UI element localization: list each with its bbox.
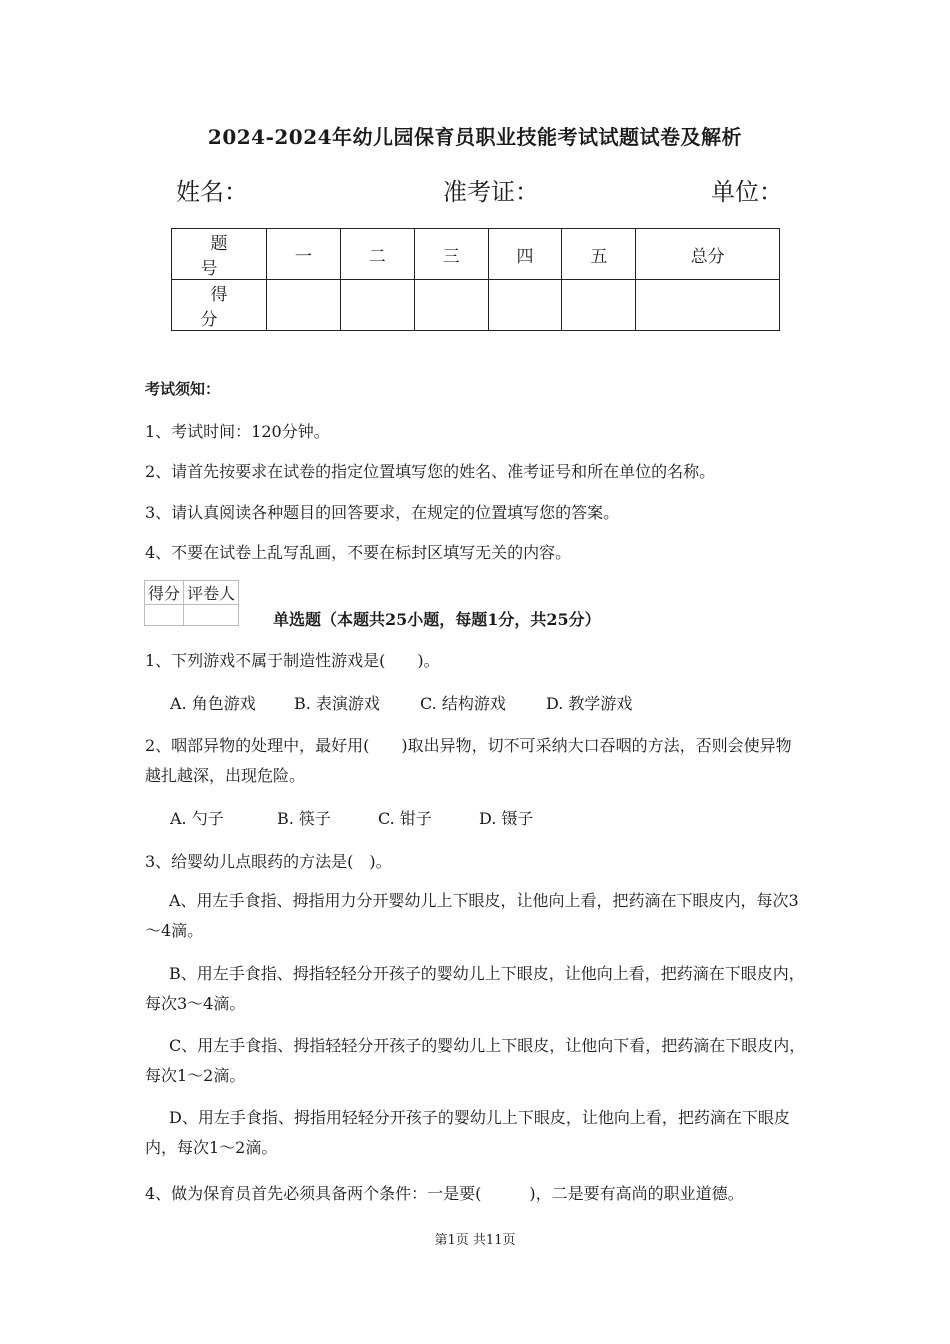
unit-label: 单位： [711, 178, 783, 206]
notice-item: 2、请首先按要求在试卷的指定位置填写您的姓名、准考证号和所在单位的名称。 [145, 462, 716, 481]
score-table-header-cell: 五 [562, 229, 636, 280]
score-table-header-cell: 总分 [636, 229, 780, 280]
section-title: 单选题（本题共25小题，每题1分，共25分） [273, 610, 601, 629]
question-4-stem: 4、做为保育员首先必须具备两个条件：一是要( )，二是要有高尚的职业道德。 [145, 1184, 744, 1203]
exam-id-label: 准考证： [443, 178, 539, 206]
score-cell[interactable] [636, 280, 780, 331]
question-3-stem: 3、给婴幼儿点眼药的方法是( )。 [145, 852, 392, 871]
name-label: 姓名： [176, 178, 248, 206]
question-3-option-d[interactable]: D、用左手食指、拇指用轻轻分开孩子的婴幼儿上下眼皮，让他向上看，把药滴在下眼皮内，每次1～2滴。 [145, 1108, 790, 1157]
score-row-label: 得 分 [172, 280, 267, 331]
page-footer: 第1页 共11页 [434, 1233, 516, 1248]
grader-score-label: 得分 [145, 581, 184, 605]
question-1-stem: 1、下列游戏不属于制造性游戏是( )。 [145, 651, 440, 670]
question-1-option-b[interactable]: B. 表演游戏 [294, 694, 380, 713]
notice-item: 4、不要在试卷上乱写乱画，不要在标封区填写无关的内容。 [145, 543, 572, 562]
grader-name-cell[interactable] [184, 605, 239, 626]
score-table-header-row [172, 229, 780, 280]
score-table [171, 228, 780, 331]
question-1-option-d[interactable]: D. 教学游戏 [546, 694, 633, 713]
question-2-option-d[interactable]: D. 镊子 [479, 809, 534, 828]
notice-heading: 考试须知： [145, 380, 221, 398]
question-3-option-a[interactable]: A、用左手食指、拇指用力分开婴幼儿上下眼皮，让他向上看，把药滴在下眼皮内，每次3～4滴。 [145, 891, 799, 940]
question-2-stem: 2、咽部异物的处理中，最好用( )取出异物，切不可采纳大口吞咽的方法，否则会使异物越扎越深，出现危险。 [145, 736, 792, 785]
question-1-option-c[interactable]: C. 结构游戏 [420, 694, 506, 713]
page-title: 2024-2024年幼儿园保育员职业技能考试试题试卷及解析 [207, 125, 743, 149]
score-cell[interactable] [414, 280, 488, 331]
score-table-header-cell: 一 [267, 229, 341, 280]
score-cell[interactable] [562, 280, 636, 331]
notice-item: 1、考试时间：120分钟。 [145, 422, 330, 441]
score-table-score-row [172, 280, 780, 331]
question-2-option-c[interactable]: C. 钳子 [378, 809, 432, 828]
score-table-header-cell: 题 号 [172, 229, 267, 280]
question-2-option-a[interactable]: A. 勺子 [170, 809, 224, 828]
question-2-option-b[interactable]: B. 筷子 [277, 809, 331, 828]
question-1-option-a[interactable]: A. 角色游戏 [170, 694, 256, 713]
question-3-option-c[interactable]: C、用左手食指、拇指轻轻分开孩子的婴幼儿上下眼皮，让他向下看，把药滴在下眼皮内，每次1～2滴。 [145, 1036, 806, 1085]
score-table-header-cell: 二 [340, 229, 414, 280]
notice-item: 3、请认真阅读各种题目的回答要求，在规定的位置填写您的答案。 [145, 503, 620, 522]
score-table-header-cell: 四 [488, 229, 562, 280]
grader-box [144, 580, 239, 626]
score-cell[interactable] [340, 280, 414, 331]
score-table-header-cell: 三 [414, 229, 488, 280]
question-3-option-b[interactable]: B、用左手食指、拇指轻轻分开孩子的婴幼儿上下眼皮，让他向上看，把药滴在下眼皮内，每次3～4滴。 [145, 964, 805, 1013]
grader-name-label: 评卷人 [184, 581, 239, 605]
grader-score-cell[interactable] [145, 605, 184, 626]
score-cell[interactable] [488, 280, 562, 331]
